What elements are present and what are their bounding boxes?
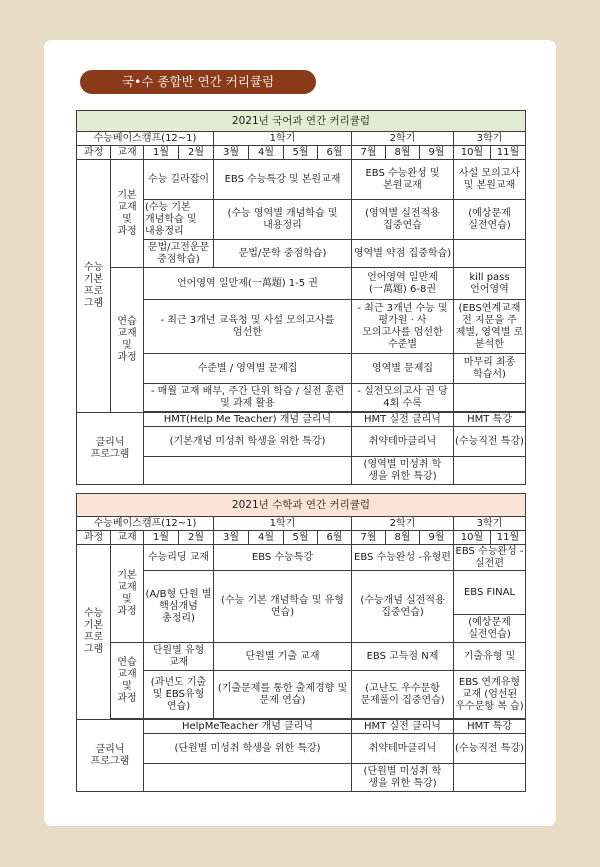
cell-text: (수능개념 실전적용 집중연습): [352, 571, 454, 643]
cell-text: (단원별 미성취 학생을 위한 특강): [144, 734, 352, 764]
cell-text: HMT 실전 클리닉: [352, 720, 454, 734]
cell-text: (영역별 미성취 학 생을 위한 특강): [352, 457, 454, 485]
month-header: 8월: [386, 531, 420, 545]
empty-cell: [144, 764, 352, 792]
cell-text: 취약테마클리닉: [352, 427, 454, 457]
semester-1-header: 1학기: [214, 132, 352, 146]
math-curriculum-table: [76, 493, 526, 792]
process-header: 과정: [77, 531, 111, 545]
month-header: 3월: [214, 531, 249, 545]
month-header: 11월: [491, 531, 526, 545]
cell-text: EBS 수능특강 및 본원교재: [214, 160, 352, 200]
material-header: 교재: [111, 146, 144, 160]
cell-text: (A/B형 단원 별 핵심개념 총정리): [144, 571, 214, 643]
practice-material-label: 연습 교재 및 과정: [111, 643, 144, 719]
month-header: 10월: [454, 531, 491, 545]
cell-text: 수능 길라잡이: [144, 160, 214, 200]
basic-material-label: 기본 교재 및 과정: [111, 545, 144, 643]
cell-text: EBS 수능완성 -실전편: [454, 545, 526, 571]
cell-text: (수능 영역별 개념학습 및 내용정리: [214, 200, 352, 240]
page-banner: 국•수 종합반 연간 커리큘럼: [80, 70, 316, 94]
month-header: 2월: [179, 531, 214, 545]
cell-text: 수준별 / 영역별 문제집: [144, 354, 352, 384]
cell-text: (단원별 미성취 학 생을 위한 특강): [352, 764, 454, 792]
cell-text: HMT 특강: [454, 413, 526, 427]
clinic-label: 클리닉 프로그램: [77, 413, 144, 485]
cell-text: 취약테마클리닉: [352, 734, 454, 764]
month-header: 2월: [179, 146, 214, 160]
cell-text: 단원별 기출 교재: [214, 643, 352, 671]
cell-text: 수능리딩 교재: [144, 545, 214, 571]
semester-2-header: 2학기: [352, 517, 454, 531]
cell-text: (과년도 기출 및 EBS유형 연습): [144, 671, 214, 719]
month-header: 11월: [491, 146, 526, 160]
cell-text: - 매월 교재 배부, 주간 단위 학습 / 실전 훈련 및 과제 활용: [144, 384, 352, 412]
korean-table-title: 2021년 국어과 연간 커리큘럼: [77, 111, 526, 132]
cell-text: EBS 연계유형 교재 (엄선된 우수문항 복 습): [454, 671, 526, 719]
cell-text: - 실전모의고사 권 당 4회 수록: [352, 384, 454, 412]
month-header: 5월: [284, 146, 318, 160]
basic-material-label: 기본 교재 및 과정: [111, 160, 144, 268]
month-header: 9월: [420, 531, 454, 545]
material-header: 교재: [111, 531, 144, 545]
cell-text: (수능직전 특강): [454, 734, 526, 764]
korean-curriculum-table: [76, 110, 526, 485]
empty-cell: [454, 764, 526, 792]
cell-text: HelpMeTeacher 개념 클리닉: [144, 720, 352, 734]
practice-material-label: 연습 교재 및 과정: [111, 268, 144, 413]
month-header: 1월: [144, 531, 179, 545]
cell-text: (예상문제 실전연습): [454, 615, 526, 643]
cell-text: (예상문제 실전연습): [454, 200, 526, 240]
cell-text: EBS 고득점 N제: [352, 643, 454, 671]
empty-cell: [144, 457, 352, 485]
cell-text: EBS 수능완성 -유형편: [352, 545, 454, 571]
month-header: 7월: [352, 531, 386, 545]
month-header: 3월: [214, 146, 249, 160]
cell-text: 문법/문학 중점학습): [214, 240, 352, 268]
cell-text: 영역별 문제집: [352, 354, 454, 384]
semester-3-header: 3학기: [454, 132, 526, 146]
semester-2-header: 2학기: [352, 132, 454, 146]
cell-text: (수능직전 특강): [454, 427, 526, 457]
semester-1-header: 1학기: [214, 517, 352, 531]
month-header: 5월: [284, 531, 318, 545]
month-header: 4월: [249, 531, 284, 545]
cell-text: EBS 수능완성 및 본원교재: [352, 160, 454, 200]
cell-text: EBS 수능특강: [214, 545, 352, 571]
cell-text: kill pass 언어영역: [454, 268, 526, 300]
month-header: 6월: [318, 146, 352, 160]
empty-cell: [454, 457, 526, 485]
cell-text: (고난도 우수문항 문제풀이 집중연습): [352, 671, 454, 719]
month-header: 8월: [386, 146, 420, 160]
month-header: 10월: [454, 146, 491, 160]
cell-text: (수능 기본 개념학습 및 내용정리: [144, 200, 214, 240]
month-header: 4월: [249, 146, 284, 160]
cell-text: 사설 모의고사 및 본원교재: [454, 160, 526, 200]
program-label: 수능 기본 프로 그램: [77, 160, 111, 413]
cell-text: 마무리 최종 학습서): [454, 354, 526, 384]
cell-text: HMT 특강: [454, 720, 526, 734]
cell-text: (EBS연계교재 전 지문을 주 제별, 영역별 로 분석한: [454, 300, 526, 354]
empty-cell: [454, 384, 526, 412]
cell-text: 단원별 유형 교재: [144, 643, 214, 671]
semester-3-header: 3학기: [454, 517, 526, 531]
math-table-title: 2021년 수학과 연간 커리큘럼: [77, 494, 526, 517]
process-header: 과정: [77, 146, 111, 160]
camp-header: 수능베이스캠프(12~1): [77, 132, 214, 146]
cell-text: (수능 기본 개념학습 및 유형 연습): [214, 571, 352, 643]
month-header: 9월: [420, 146, 454, 160]
cell-text: 언어영역 일만제(一萬題) 1-5 권: [144, 268, 352, 300]
cell-text: (기출문제를 통한 출제경향 및 문제 연습): [214, 671, 352, 719]
cell-text: 영역별 약점 집중학습): [352, 240, 454, 268]
cell-text: (영역별 실전적용 집중연습: [352, 200, 454, 240]
camp-header: 수능베이스캠프(12~1): [77, 517, 214, 531]
program-label: 수능 기본 프로 그램: [77, 545, 111, 720]
cell-text: - 최근 3개년 수능 및 평가원 · 사 모의고사를 엄선한 수준별: [352, 300, 454, 354]
month-header: 6월: [318, 531, 352, 545]
cell-text: - 최근 3개년 교육청 및 사설 모의고사를 엄선한: [144, 300, 352, 354]
month-header: 1월: [144, 146, 179, 160]
cell-text: HMT(Help Me Teacher) 개념 클리닉: [144, 413, 352, 427]
cell-text: (기본개념 미성취 학생을 위한 특강): [144, 427, 352, 457]
cell-text: 언어영역 일만제 (一萬題) 6-8권: [352, 268, 454, 300]
cell-text: 문법/고전운문 중점학습): [144, 240, 214, 268]
cell-text: 기출유형 및: [454, 643, 526, 671]
empty-cell: [454, 240, 526, 268]
cell-text: EBS FINAL: [454, 571, 526, 615]
month-header: 7월: [352, 146, 386, 160]
cell-text: HMT 실전 클리닉: [352, 413, 454, 427]
clinic-label: 클리닉 프로그램: [77, 720, 144, 792]
